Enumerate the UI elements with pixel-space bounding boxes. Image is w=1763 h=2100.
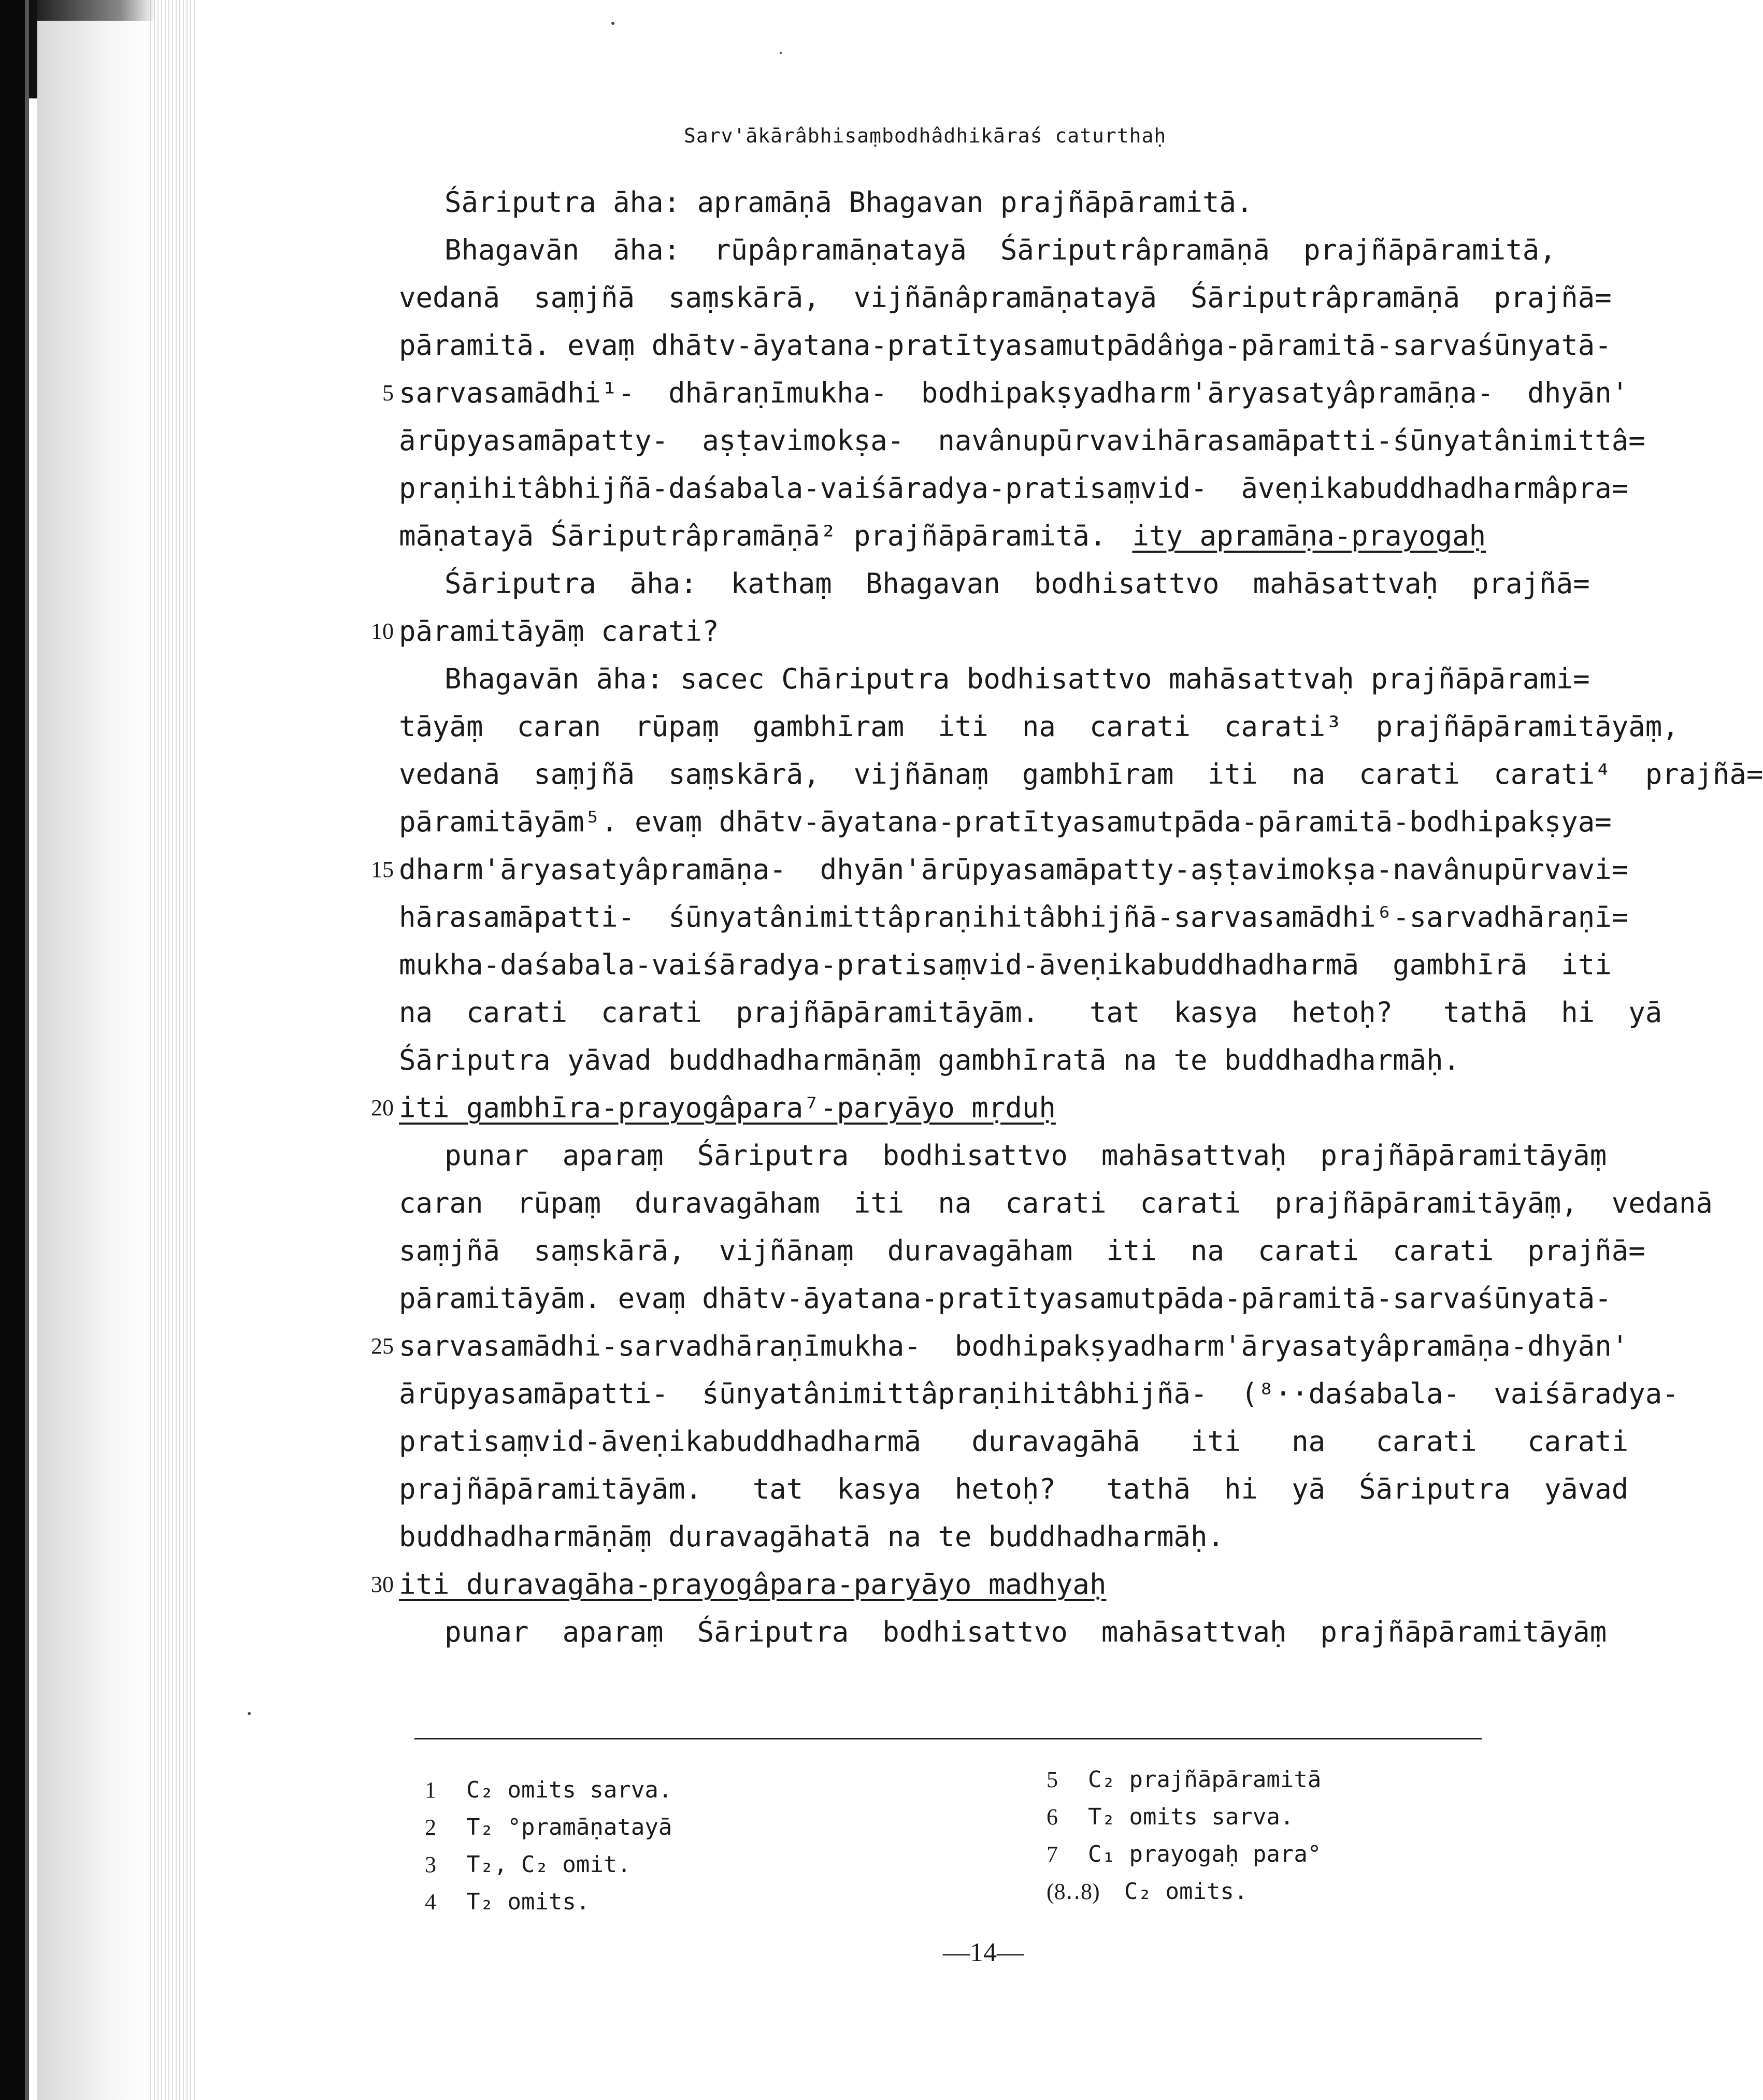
scan-edge-gray	[25, 0, 29, 2100]
footnote-text: C₂ omits sarva.	[466, 1777, 672, 1803]
scan-edge-bar	[29, 0, 37, 98]
footnote-text: C₂ omits.	[1124, 1878, 1248, 1905]
line-number: 15	[371, 857, 394, 882]
footnote	[1047, 1836, 1321, 1873]
line-text: punar aparaṃ Śāriputra bodhisattvo mahāsattvaḥ prajñāpāramitāyāṃ	[445, 1139, 1607, 1172]
line-text: Bhagavān āha: sacec Chāriputra bodhisattvo mahāsattvaḥ prajñāpārami=	[445, 663, 1590, 695]
text-line	[399, 751, 1763, 798]
line-text: ārūpyasamāpatty- aṣṭavimokṣa- navânupūrvavihārasamāpatti-śūnyatânimittâ=	[399, 424, 1645, 457]
text-line	[382, 369, 1629, 417]
text-line	[399, 1465, 1629, 1513]
line-text: na carati carati prajñāpāramitāyām. tat kasya hetoḥ? tathā hi yā	[399, 996, 1662, 1029]
text-line	[399, 655, 1590, 703]
footnote-text: T₂ °pramāṇatayā	[466, 1814, 672, 1840]
footnote	[425, 1883, 672, 1921]
line-text: pāramitāyām. evaṃ dhātv-āyatana-pratītyasamutpāda-pāramitā-sarvaśūnyatā-	[399, 1282, 1612, 1315]
text-line	[399, 560, 1590, 608]
text-line	[399, 226, 1556, 274]
text-line	[399, 322, 1612, 369]
line-text: caran rūpaṃ duravagāham iti na carati carati prajñāpāramitāyāṃ, vedanā	[399, 1187, 1713, 1219]
text-line	[399, 179, 1482, 226]
page-number: —14—	[943, 1938, 1024, 1967]
text-line	[399, 798, 1612, 846]
footnote-number: 2	[425, 1815, 436, 1840]
line-text: pratisaṃvid-āveṇikabuddhadharmā duravagāhā iti na carati carati	[399, 1425, 1629, 1458]
scan-speck	[780, 52, 782, 54]
footnote	[1047, 1799, 1321, 1836]
line-text: ārūpyasamāpatti- śūnyatânimittâpraṇihitâbhijñā- (⁸··daśabala- vaiśāradya-	[399, 1377, 1679, 1410]
text-line	[371, 1561, 1482, 1608]
footnote-number: 3	[425, 1852, 436, 1877]
text-line	[399, 465, 1629, 512]
text-line	[399, 1513, 1482, 1561]
line-text: pāramitā. evaṃ dhātv-āyatana-pratītyasamutpādâṅga-pāramitā-sarvaśūnyatā-	[399, 329, 1612, 362]
text-line	[399, 274, 1612, 322]
footnote-number: 5	[1047, 1767, 1058, 1792]
line-text: Śāriputra yāvad buddhadharmāṇāṃ gambhīratā na te buddhadharmāḥ.	[399, 1044, 1460, 1076]
line-number: 20	[371, 1095, 394, 1120]
main-text	[371, 179, 1763, 1656]
line-text: hārasamāpatti- śūnyatânimittâpraṇihitâbhijñā-sarvasamādhi⁶-sarvadhāraṇī=	[399, 901, 1629, 933]
scan-edge-shade	[37, 21, 151, 2100]
line-text: vedanā saṃjñā saṃskārā, vijñānâpramāṇatayā Śāriputrâpramāṇā prajñā=	[399, 281, 1612, 314]
line-text: sarvasamādhi¹- dhāraṇīmukha- bodhipakṣyadharm'āryasatyâpramāṇa- dhyān'	[399, 377, 1629, 409]
section-label: ity apramāṇa-prayogaḥ	[1132, 520, 1486, 552]
footnote	[425, 1846, 672, 1883]
text-line	[399, 417, 1645, 465]
text-line	[399, 1132, 1607, 1180]
footnote-text: T₂ omits sarva.	[1088, 1804, 1294, 1830]
running-head: Sarv'ākārâbhisaṃbodhâdhikāraś caturthaḥ	[684, 124, 1167, 147]
text-line	[399, 1370, 1679, 1418]
footnote	[425, 1772, 672, 1809]
line-text: mukha-daśabala-vaiśāradya-pratisaṃvid-āveṇikabuddhadharmā gambhīrā iti	[399, 948, 1612, 981]
footnote-text: C₂ prajñāpāramitā	[1088, 1766, 1322, 1793]
line-text: Śāriputra āha: kathaṃ Bhagavan bodhisattvo mahāsattvaḥ prajñā=	[445, 567, 1590, 600]
scan-binding-stripes	[150, 0, 197, 2100]
text-line	[399, 941, 1612, 989]
line-text: saṃjñā saṃskārā, vijñānaṃ duravagāham iti na carati carati prajñā=	[399, 1234, 1645, 1267]
line-number: 30	[371, 1572, 394, 1597]
text-line	[399, 894, 1629, 941]
section-label: iti gambhīra-prayogâpara⁷-paryāyo mṛduḥ	[399, 1091, 1056, 1124]
scan-edge-top-bar	[37, 0, 156, 21]
footnote-text: C₁ prayogaḥ para°	[1088, 1841, 1322, 1867]
line-text: Śāriputra āha: apramāṇā Bhagavan prajñāpāramitā.	[445, 186, 1253, 219]
text-line	[371, 608, 1482, 655]
text-line	[399, 703, 1679, 751]
scan-speck	[611, 22, 614, 25]
footnote	[1047, 1873, 1321, 1910]
line-number: 10	[371, 619, 394, 644]
footnote-rule	[414, 1738, 1482, 1739]
scan-edge-dark	[0, 0, 25, 2100]
section-label: iti duravagāha-prayogâpara-paryāyo madhyaḥ	[399, 1568, 1107, 1601]
text-line	[399, 1227, 1645, 1275]
text-line	[399, 989, 1662, 1037]
footnotes-right-column	[1047, 1761, 1321, 1910]
text-line	[371, 1084, 1482, 1132]
line-text: dharm'āryasatyâpramāṇa- dhyān'ārūpyasamāpatty-aṣṭavimokṣa-navânupūrvavi=	[399, 853, 1629, 886]
line-text: sarvasamādhi-sarvadhāraṇīmukha- bodhipakṣyadharm'āryasatyâpramāṇa-dhyān'	[399, 1330, 1629, 1362]
footnote-text: T₂, C₂ omit.	[466, 1851, 631, 1878]
text-line	[399, 1180, 1713, 1227]
line-number: 5	[382, 380, 394, 406]
footnote	[425, 1809, 672, 1846]
footnotes-left-column	[425, 1772, 672, 1921]
line-number: 25	[371, 1333, 394, 1359]
line-text: buddhadharmāṇāṃ duravagāhatā na te buddhadharmāḥ.	[399, 1520, 1225, 1553]
footnote-number: 7	[1047, 1842, 1058, 1867]
text-line	[399, 1275, 1612, 1322]
line-text: māṇatayā Śāriputrâpramāṇā² prajñāpāramitā.	[399, 520, 1107, 552]
text-line	[399, 512, 1486, 560]
footnote-text: T₂ omits.	[466, 1889, 590, 1915]
text-line	[371, 846, 1629, 894]
line-text: Bhagavān āha: rūpâpramāṇatayā Śāriputrâpramāṇā prajñāpāramitā,	[445, 234, 1556, 266]
footnote	[1047, 1761, 1321, 1799]
line-text: pāramitāyām⁵. evaṃ dhātv-āyatana-pratītyasamutpāda-pāramitā-bodhipakṣya=	[399, 806, 1612, 838]
footnote-number: 4	[425, 1889, 436, 1915]
text-line	[371, 1322, 1629, 1370]
footnote-number: 6	[1047, 1804, 1058, 1830]
line-text: punar aparaṃ Śāriputra bodhisattvo mahāsattvaḥ prajñāpāramitāyāṃ	[445, 1616, 1607, 1648]
scan-speck	[248, 1712, 251, 1715]
footnote-number: 1	[425, 1777, 436, 1803]
line-text: vedanā saṃjñā saṃskārā, vijñānaṃ gambhīram iti na carati carati⁴ prajñā=	[399, 758, 1763, 790]
line-text: praṇihitâbhijñā-daśabala-vaiśāradya-pratisaṃvid- āveṇikabuddhadharmâpra=	[399, 472, 1629, 505]
text-line	[399, 1608, 1607, 1656]
line-text: tāyāṃ caran rūpaṃ gambhīram iti na carati carati³ prajñāpāramitāyāṃ,	[399, 710, 1679, 743]
text-line	[399, 1037, 1482, 1084]
footnote-number: (8‥8)	[1047, 1879, 1100, 1904]
text-line	[399, 1418, 1629, 1465]
line-text: pāramitāyāṃ carati?	[399, 615, 719, 648]
line-text: prajñāpāramitāyām. tat kasya hetoḥ? tathā hi yā Śāriputra yāvad	[399, 1473, 1629, 1505]
